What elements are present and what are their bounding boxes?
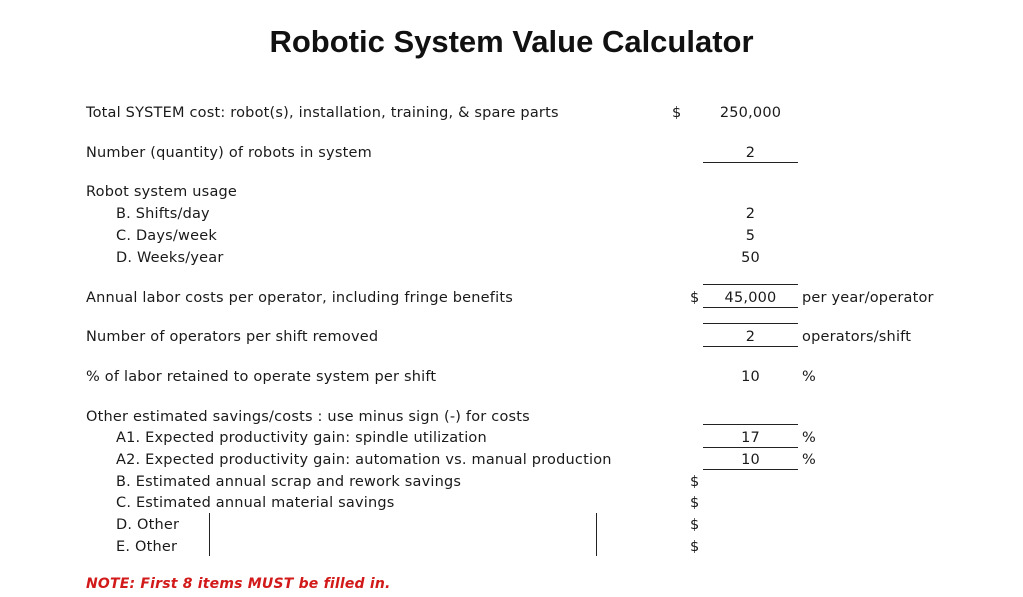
labor-retained-label: % of labor retained to operate system per shift <box>86 369 437 385</box>
days-label: C. Days/week <box>116 228 217 244</box>
page-title: Robotic System Value Calculator <box>269 24 754 59</box>
weeks-label: D. Weeks/year <box>116 250 224 266</box>
d-label: D. Other <box>116 517 180 533</box>
labor-cost-input[interactable]: 45,000 <box>703 290 798 308</box>
usage-heading: Robot system usage <box>86 184 238 200</box>
operators-top-line <box>703 323 798 324</box>
c-currency: $ <box>690 495 700 511</box>
total-cost-label: Total SYSTEM cost: robot(s), installation, training, & spare parts <box>86 105 559 121</box>
labor-cost-currency: $ <box>690 290 700 306</box>
total-cost-currency: $ <box>672 105 682 121</box>
other-text-field-right-edge[interactable] <box>596 513 597 556</box>
shifts-label: B. Shifts/day <box>116 206 210 222</box>
a2-unit: % <box>802 452 816 468</box>
num-robots-label: Number (quantity) of robots in system <box>86 145 372 161</box>
d-currency: $ <box>690 517 700 533</box>
labor-cost-top-line <box>703 284 798 285</box>
weeks-input[interactable]: 50 <box>741 250 760 266</box>
c-label: C. Estimated annual material savings <box>116 495 395 511</box>
b-label: B. Estimated annual scrap and rework savings <box>116 474 462 490</box>
other-text-field-left-edge[interactable] <box>209 513 210 556</box>
days-input[interactable]: 5 <box>745 228 756 244</box>
labor-retained-unit: % <box>802 369 816 385</box>
operators-label: Number of operators per shift removed <box>86 329 379 345</box>
num-robots-input[interactable]: 2 <box>703 145 798 163</box>
labor-cost-label: Annual labor costs per operator, including fringe benefits <box>86 290 513 306</box>
a1-label: A1. Expected productivity gain: spindle utilization <box>116 430 487 446</box>
other-heading: Other estimated savings/costs : use minus sign (-) for costs <box>86 409 530 425</box>
e-label: E. Other <box>116 539 178 555</box>
labor-retained-input[interactable]: 10 <box>741 369 760 385</box>
e-currency: $ <box>690 539 700 555</box>
b-currency: $ <box>690 474 700 490</box>
required-note: NOTE: First 8 items MUST be filled in. <box>86 576 391 592</box>
labor-cost-unit: per year/operator <box>802 290 934 306</box>
a2-input[interactable]: 10 <box>703 452 798 470</box>
operators-unit: operators/shift <box>802 329 912 345</box>
a1-top-line <box>703 424 798 425</box>
a1-input[interactable]: 17 <box>703 430 798 448</box>
a2-label: A2. Expected productivity gain: automation vs. manual production <box>116 452 612 468</box>
total-cost-input[interactable]: 250,000 <box>719 105 782 121</box>
operators-input[interactable]: 2 <box>703 329 798 347</box>
a1-unit: % <box>802 430 816 446</box>
shifts-input[interactable]: 2 <box>745 206 756 222</box>
